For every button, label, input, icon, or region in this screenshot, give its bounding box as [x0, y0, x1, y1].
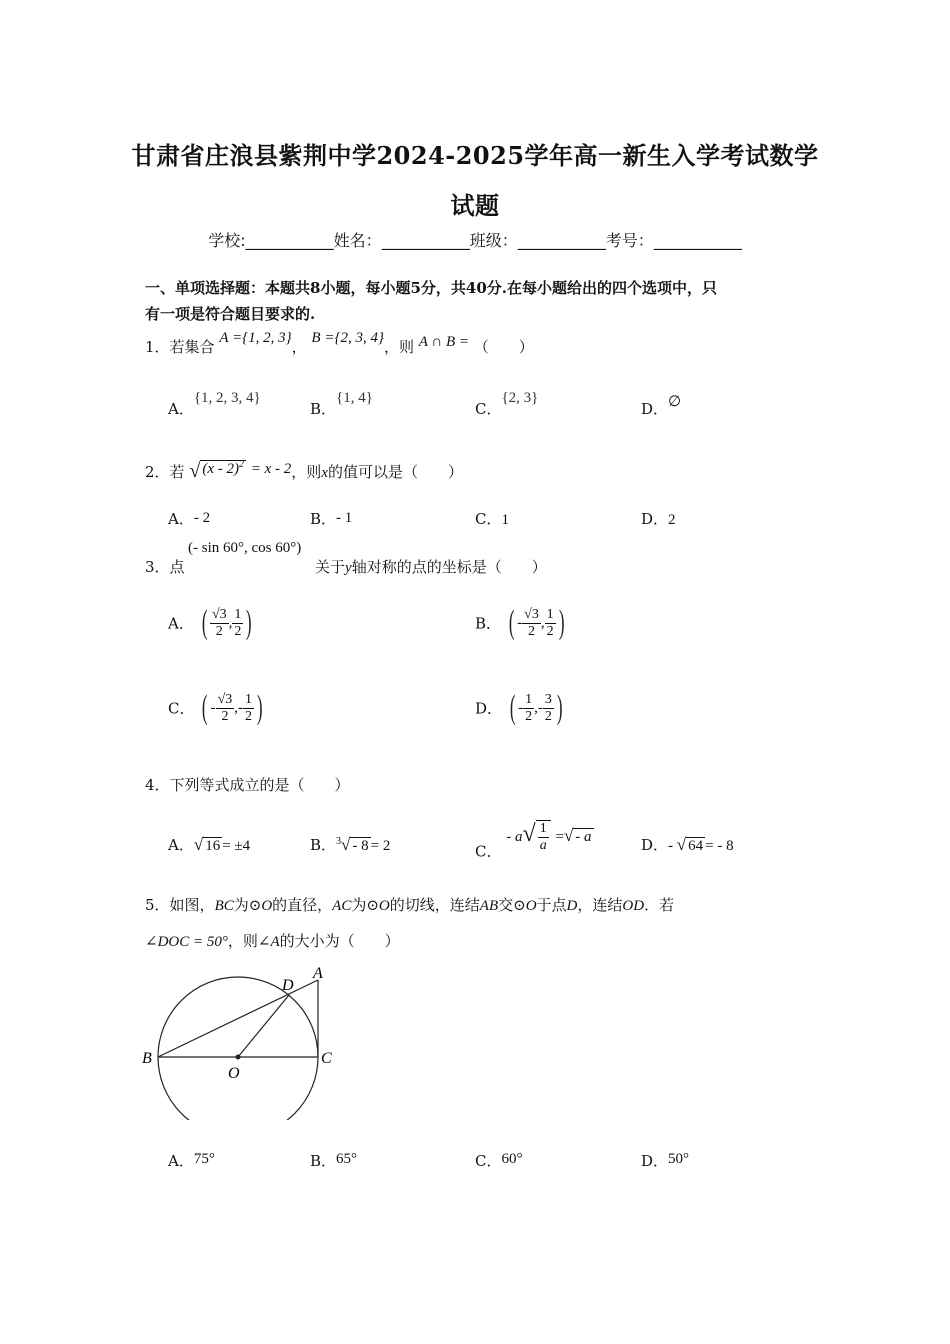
q1-answer-paren[interactable]: （ ） — [473, 338, 534, 356]
q5-option-d[interactable]: D．50° — [641, 1151, 690, 1170]
q1-option-d[interactable]: D．∅ — [641, 394, 682, 418]
question-2: 2．若 √ (x - 2)$^2$ = x - 2，则x的值可以是（ ） — [145, 459, 463, 482]
q3-option-d[interactable]: D． ( - $\frac{1}{2}$ ,- $\frac{3}{2}$ ) — [475, 689, 563, 726]
q4-option-a[interactable]: A．√ 16 = ±4 — [168, 835, 251, 854]
label-c: C — [321, 1050, 332, 1067]
q2-option-c[interactable]: C．1 — [475, 510, 509, 528]
q2-option-b[interactable]: B．- 1 — [310, 510, 353, 528]
q1-comma: ， — [291, 338, 307, 356]
q1-then: ，则 — [383, 338, 414, 356]
line-ab — [158, 980, 318, 1057]
q3-point: (- sin 60°, cos 60°) — [188, 540, 302, 556]
label-a: A — [313, 965, 323, 982]
section-heading-line-2: 有一项是符合题目要求的. — [145, 305, 316, 323]
section-heading-line-1: 一、单项选择题：本题共8小题，每小题5分，共40分.在每小题给出的四个选项中，只 — [145, 279, 717, 297]
q4-option-b[interactable]: B．$^3$√ - 8 = 2 — [310, 835, 391, 854]
label-o: O — [228, 1065, 240, 1082]
number-label: 考号： — [605, 231, 654, 250]
q5-option-a[interactable]: A．75° — [168, 1151, 215, 1170]
student-info — [0, 228, 950, 251]
q2-option-a[interactable]: A．- 2 — [168, 510, 211, 528]
q3-option-b[interactable]: B． ( - $\frac{√3}{2}$ , $\frac{1}{2}$ ) — [475, 604, 565, 641]
q1-set-b: B ={2, 3, 4} — [311, 330, 384, 346]
class-blank[interactable]: ___________ — [517, 231, 606, 250]
school-label: 学校: — [208, 231, 246, 250]
title-line-2: 试题 — [450, 191, 500, 220]
q4-option-c[interactable]: C． - a√ $\frac{1}{a}$ =√ - a — [475, 821, 592, 861]
q1-expression: A ∩ B = — [418, 334, 470, 350]
name-label: 姓名： — [333, 231, 382, 250]
question-1 — [145, 330, 534, 357]
question-4: 4．下列等式成立的是（ ） — [145, 776, 350, 794]
q5-option-c[interactable]: C．60° — [475, 1151, 523, 1170]
center-dot — [236, 1055, 241, 1060]
q5-option-b[interactable]: B．65° — [310, 1151, 358, 1170]
line-od — [238, 995, 289, 1057]
q3-option-a[interactable]: A． ( $\frac{√3}{2}$ , $\frac{1}{2}$ ) — [168, 604, 252, 641]
q1-number: 1． — [145, 338, 170, 356]
q1-set-a: A ={1, 2, 3} — [219, 330, 292, 346]
number-blank[interactable]: ___________ — [653, 231, 742, 250]
q5-geometry-figure — [140, 960, 340, 1120]
q1-text: 若集合 — [169, 338, 215, 356]
q2-option-d[interactable]: D．2 — [641, 510, 676, 528]
question-5-line-2: ∠DOC = 50°，则∠A的大小为（ ） — [145, 932, 400, 950]
name-blank[interactable]: ___________ — [381, 231, 470, 250]
class-label: 班级： — [469, 231, 518, 250]
school-blank[interactable]: ___________ — [245, 231, 334, 250]
q1-option-c[interactable]: C．{2, 3} — [475, 390, 539, 418]
question-5-line-1: 5．如图，BC为⊙O的直径，AC为⊙O的切线，连结AB交⊙O于点D，连结OD．若 — [145, 896, 675, 914]
label-d: D — [282, 977, 294, 994]
q1-option-a[interactable]: A．{1, 2, 3, 4} — [168, 390, 261, 418]
q4-option-d[interactable]: D．- √ 64 = - 8 — [641, 835, 734, 854]
q1-option-b[interactable]: B．{1, 4} — [310, 390, 373, 418]
circle-o — [158, 977, 318, 1120]
q3-option-c[interactable]: C． ( - $\frac{√3}{2}$ ,- $\frac{1}{2}$ ) — [168, 689, 263, 726]
q3-text: 关于y轴对称的点的坐标是（ ） — [315, 558, 547, 576]
label-b: B — [142, 1050, 152, 1067]
question-3: 3．点 — [145, 558, 185, 576]
title-line-1: 甘肃省庄浪县紫荆中学2024-2025学年高一新生入学考试数学 — [131, 141, 819, 170]
